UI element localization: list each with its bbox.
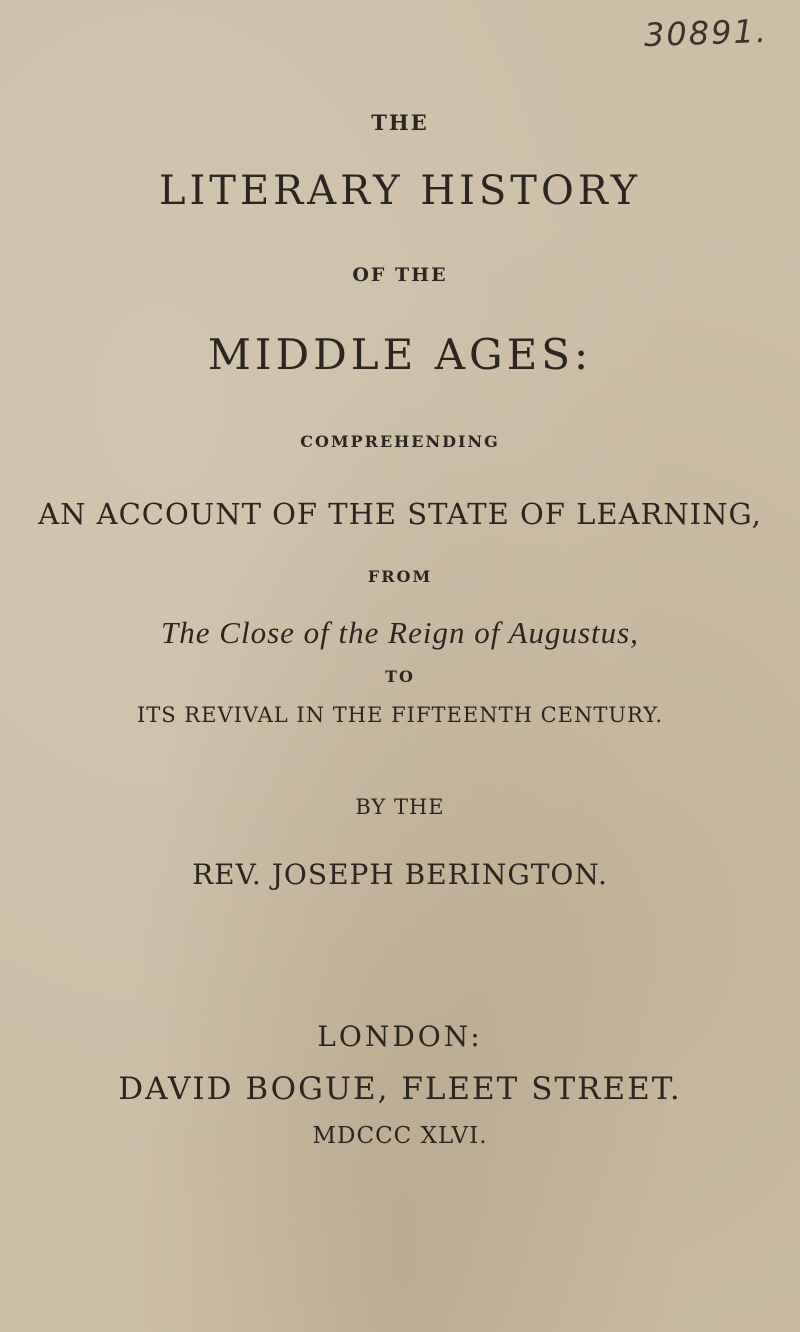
- from-label: FROM: [367, 567, 433, 586]
- by-the: BY THE: [355, 795, 445, 819]
- comprehending: COMPREHENDING: [300, 432, 500, 451]
- imprint-year: MDCCC XLVI.: [312, 1123, 488, 1149]
- period-end: ITS REVIVAL IN THE FIFTEENTH CENTURY.: [136, 703, 664, 727]
- account-line: AN ACCOUNT OF THE STATE OF LEARNING,: [38, 497, 762, 531]
- shelfmark: 30891.: [643, 11, 769, 55]
- author: REV. JOSEPH BERINGTON.: [192, 858, 608, 891]
- title-line-2: MIDDLE AGES:: [207, 330, 593, 379]
- title-of-the: OF THE: [352, 264, 448, 286]
- title-line-1: LITERARY HISTORY: [158, 168, 642, 214]
- imprint-city: LONDON:: [317, 1020, 483, 1053]
- imprint-publisher: DAVID BOGUE, FLEET STREET.: [118, 1071, 682, 1107]
- title-the: THE: [371, 110, 429, 135]
- to-label: TO: [385, 667, 415, 686]
- period-start: The Close of the Reign of Augustus,: [161, 615, 639, 650]
